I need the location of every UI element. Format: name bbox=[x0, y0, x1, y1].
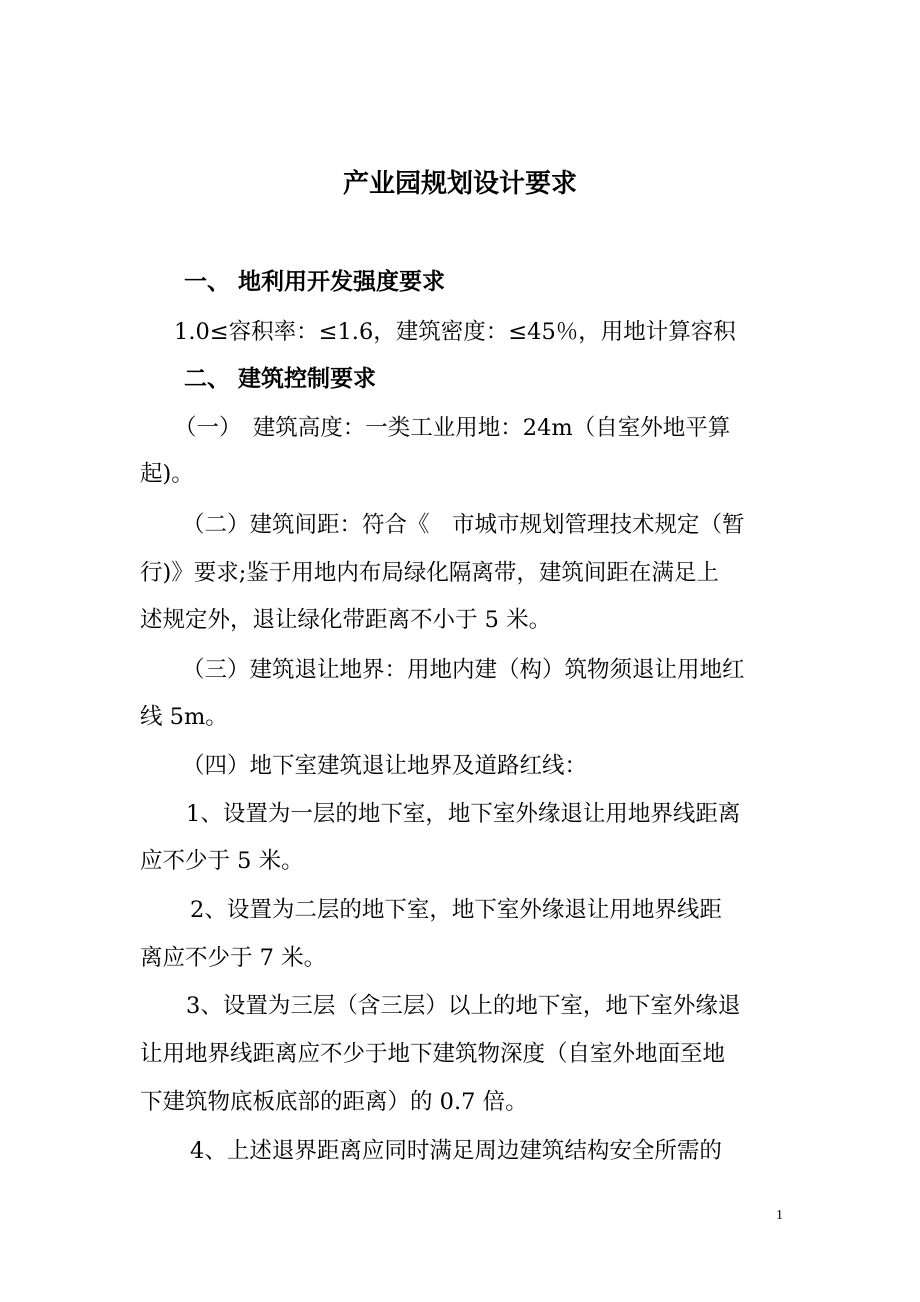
item-4-sub-3-line-1: 3、设置为三层（含三层）以上的地下室，地下室外缘退 bbox=[186, 993, 741, 1019]
item-1-line-1: （一） 建筑高度：一类工业用地：24m（自室外地平算 bbox=[174, 415, 731, 441]
item-4-sub-2-line-2: 离应不少于 7 米。 bbox=[140, 945, 327, 971]
item-4-sub-1-line-2: 应不少于 5 米。 bbox=[140, 848, 304, 874]
item-4-sub-2-line-1: 2、设置为二层的地下室，地下室外缘退让用地界线距 bbox=[190, 897, 722, 923]
item-4-sub-3-line-3: 下建筑物底板底部的距离）的 0.7 倍。 bbox=[140, 1089, 528, 1115]
item-3-line-2: 线 5m。 bbox=[140, 704, 228, 730]
section-2-heading: 二、 建筑控制要求 bbox=[184, 366, 377, 392]
item-1-line-2: 起)。 bbox=[140, 461, 194, 487]
item-2-line-2: 行)》要求;鉴于用地内布局绿化隔离带，建筑间距在满足上 bbox=[140, 560, 719, 586]
item-3-line-1: （三）建筑退让地界：用地内建（构）筑物须退让用地红 bbox=[182, 657, 745, 683]
section-1-heading: 一、 地利用开发强度要求 bbox=[184, 269, 446, 295]
item-4-heading: （四）地下室建筑退让地界及道路红线： bbox=[182, 753, 588, 779]
section-1-text: 1.0≤容积率：≤1.6，建筑密度：≤45％，用地计算容积 bbox=[174, 319, 736, 345]
item-4-sub-1-line-1: 1、设置为一层的地下室，地下室外缘退让用地界线距离 bbox=[186, 801, 741, 827]
item-2-line-3: 述规定外，退让绿化带距离不小于 5 米。 bbox=[140, 607, 552, 633]
document-title: 产业园规划设计要求 bbox=[342, 169, 577, 199]
item-4-sub-4-line-1: 4、上述退界距离应同时满足周边建筑结构安全所需的 bbox=[190, 1138, 722, 1164]
item-4-sub-3-line-2: 让用地界线距离应不少于地下建筑物深度（自室外地面至地 bbox=[140, 1041, 726, 1067]
page-number: 1 bbox=[776, 1208, 783, 1223]
item-2-line-1: （二）建筑间距：符合《 市城市规划管理技术规定（暂 bbox=[182, 512, 745, 538]
